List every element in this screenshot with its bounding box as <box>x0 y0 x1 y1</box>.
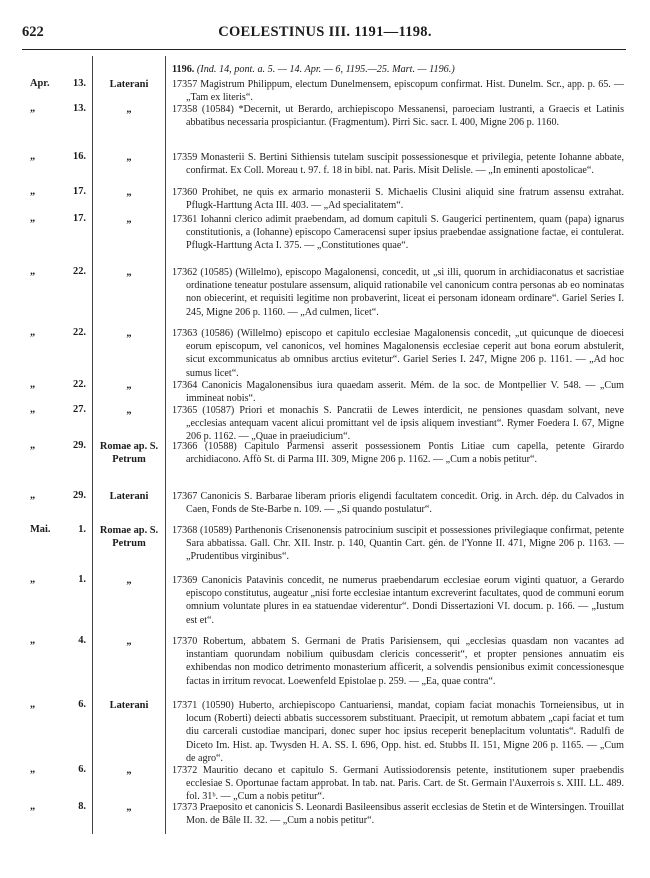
entry-month: „ <box>30 379 36 390</box>
entry-place: „ <box>126 380 132 391</box>
entry-day: 29. <box>73 490 86 501</box>
entry-month: „ <box>30 699 36 710</box>
entry-text: 17360 Prohibet, ne quis ex armario monasterii S. Michaelis Clusini aliquid sine fratrum assensu extrahat. Pflugk-Harttung Acta III. 403. — „Ad specialitatem“. <box>172 187 624 212</box>
entry-month: „ <box>30 764 36 775</box>
entry-place: Laterani <box>109 700 149 711</box>
header-rule <box>22 49 626 50</box>
entry-day: 29. <box>73 440 86 451</box>
entry-month: „ <box>30 490 36 501</box>
entry-place: „ <box>126 405 132 416</box>
entry-place: Laterani <box>109 79 149 90</box>
entry-text: 17367 Canonicis S. Barbarae liberam prioris eligendi facultatem concedit. Orig. in Arch. dép. du Calvados in Caen, Fonds de Ste-Barbe n. 109. — „Si quando postulatur“. <box>172 491 624 516</box>
entry-day: 17. <box>73 186 86 197</box>
entry-day: 27. <box>73 404 86 415</box>
column-rule-right <box>165 56 166 834</box>
entry-place: „ <box>126 636 132 647</box>
entry-day: 1. <box>78 574 86 585</box>
entry-day: 13. <box>73 78 86 89</box>
entry-month: „ <box>30 404 36 415</box>
entry-text: 17366 (10588) Capitulo Parmensi asserit possessionem Pontis Litiae cum capella, petente Girardo archidiacono. Affò St. di Parma III. 309, Migne 206 p. 1162. — „Cum a nobis petitur“. <box>172 441 624 466</box>
entry-text: 17370 Robertum, abbatem S. Germani de Pratis Parisiensem, qui „ecclesias quasdam non vacantes ad instantiam quorundam nobilium quibusdam clericis concesserit“, et propter pensiones annuatim eis exhibendas non modico detrimento monasterium afficerit, a solvendis pensionibus eximit concessionesque factas in irritum revocat. Loewenfeld Epistolae p. 259. — „Ea, quae contra“. <box>172 636 624 687</box>
entry-place: „ <box>126 187 132 198</box>
entry-day: 22. <box>73 266 86 277</box>
entry-text: 17357 Magistrum Philippum, electum Dunelmensem, episcopum confirmat. Hist. Dunelm. Scr., app. p. 65. — „Tam ex literis“. <box>172 79 624 104</box>
entry-place: „ <box>126 575 132 586</box>
year-annotation <box>172 64 622 75</box>
entry-month: Apr. <box>30 78 50 89</box>
entry-month: „ <box>30 266 36 277</box>
entry-day: 17. <box>73 213 86 224</box>
entry-place: „ <box>126 152 132 163</box>
entry-day: 4. <box>78 635 86 646</box>
entry-day: 22. <box>73 327 86 338</box>
entry-text: 17372 Mauritio decano et capitulo S. Germani Autissiodorensis petente, institutionem super praebendis ecclesiae S. Oportunae factam approbat. In tab. nat. Paris. Cart. de St. Germain l'Auxerrois s. XIII. LL. 489. fol. 31ᵇ. — „Cum a nobis petitur“. <box>172 765 624 803</box>
entry-day: 6. <box>78 764 86 775</box>
entry-month: „ <box>30 327 36 338</box>
entry-month: „ <box>30 440 36 451</box>
entry-month: „ <box>30 801 36 812</box>
entry-month: „ <box>30 635 36 646</box>
running-header <box>22 24 628 44</box>
entry-month: „ <box>30 103 36 114</box>
entry-day: 22. <box>73 379 86 390</box>
entry-text: 17371 (10590) Huberto, archiepiscopo Cantuariensi, mandat, copiam faciat monachis Torneiensibus, ut in locum (Roberti) deiecti abbatis successorem substituant. Praecipit, ut remotum abbatem „capi faciat et tum diu carcerali custodiae mancipari, donec super hoc ipsius receperit beneplacitum voluntatis“. Radulfi de Diceto Im. Hist. ap. Twysden H. A. SS. I. 696, Opp. hist. ed. Stubbs II. 151, Migne 206 p. 1165. — „Cum de agro“. <box>172 700 624 764</box>
entry-day: 8. <box>78 801 86 812</box>
column-rule-left <box>92 56 93 834</box>
entry-place: „ <box>126 267 132 278</box>
entry-text: 17369 Canonicis Patavinis concedit, ne numerus praebendarum ecclesiae eorum viginti quatuor, a Gerardo episcopo constitutus, augeatur „nisi forte ecclesiae intantum excreverint facultates, quod de communi eorum omnium voluntate plures in ea statuendae viderentur“. Dondi Dissertazioni VI. docum. p. 166. — „Iustum est et“. <box>172 575 624 626</box>
entry-place: „ <box>126 214 132 225</box>
entry-place: „ <box>126 104 132 115</box>
entry-place: „ <box>126 765 132 776</box>
year-label: 1196. <box>172 64 195 75</box>
entry-day: 13. <box>73 103 86 114</box>
entry-text: 17364 Canonicis Magalonensibus iura quaedam asserit. Mém. de la soc. de Montpellier V. 548. — „Cum immineat nobis“. <box>172 380 624 405</box>
entry-text: 17359 Monasterii S. Bertini Sithiensis tutelam suscipit possessionesque et privilegia, petente Iohanne abbate, confirmat. Ex Coll. Moreau t. 97. f. 18 in bibl. nat. Paris. Misit Delisle. — „In eminenti apostolicae“. <box>172 152 624 177</box>
entry-text: 17373 Praeposito et canonicis S. Leonardi Basileensibus asserit ecclesias de Stetin et de Wintersingen. Trouillat Mon. de Bâle II. 32. — „Cum a nobis petitur“. <box>172 802 624 827</box>
entry-text: 17368 (10589) Parthenonis Crisenonensis patrocinium suscipit et possessiones privilegiaque confirmat, petente Sara abbatissa. Gall. Chr. XII. Instr. p. 140, Quantin Cart. gén. de l'Yonne II. 471, Migne 206 p. 1163. — „Prudentibus virginibus“. <box>172 525 624 563</box>
entry-month: „ <box>30 186 36 197</box>
entry-place: Laterani <box>109 491 149 502</box>
entry-day: 16. <box>73 151 86 162</box>
running-title: COELESTINUS III. 1191—1198. <box>218 24 432 40</box>
entry-month: „ <box>30 213 36 224</box>
entry-place: Romae ap. S. Petrum <box>99 525 159 550</box>
entry-day: 1. <box>78 524 86 535</box>
entry-place: Romae ap. S. Petrum <box>99 441 159 466</box>
entry-month: „ <box>30 151 36 162</box>
entry-month: Mai. <box>30 524 51 535</box>
entry-day: 6. <box>78 699 86 710</box>
page-number: 622 <box>22 24 44 40</box>
year-note: (Ind. 14, pont. a. 5. — 14. Apr. — 6, 1195.—25. Mart. — 1196.) <box>196 64 455 75</box>
entry-text: 17361 Iohanni clerico adimit praebendam, ad domum capituli S. Gaugerici pertinentem, quam (papa) ignarus constitutionis, a (Iohanne) episcopo Cameracensi super ipsius praebendae assignatione factae, ei contulerat. Pflugk-Harttung Acta I. 375. — „Constitutiones quae“. <box>172 214 624 252</box>
entry-text: 17365 (10587) Priori et monachis S. Pancratii de Lewes interdicit, ne pensiones quasdam solvant, neve „ecclesias antequam vacent alicui promittant vel de ipsis aliquem investiant“. Rymer Foedera I. 67, Migne 206 p. 1162. — „Quae in praeiudicium“. <box>172 405 624 443</box>
entry-month: „ <box>30 574 36 585</box>
entry-place: „ <box>126 802 132 813</box>
entry-text: 17363 (10586) (Willelmo) episcopo et capitulo ecclesiae Magalonensis concedit, „ut quicunque de dioecesi eorum episcopum, vel canonicos, vel homines Magalonensis ecclesiae ceperit aut bona eorum abstulerit, sicut excommunicatus ab omnibus arctius evitetur“. Gariel Series I. 247, Migne 206 p. 1161. — „Ad hoc sumus licet“. <box>172 328 624 379</box>
entry-text: 17362 (10585) (Willelmo), episcopo Magalonensi, concedit, ut „si illi, quorum in archidiaconatus et sacristiae ordinatione teneatur postulare assensum, aliquid rationabile vel canonicum contra personas ab eo nominatas non obiecerint, et requisiti legitime non probaverint, liceat ei personam idoneam ordinare“. Gariel Series I. 245, Migne 206 p. 1160. — „Ad culmen, licet“. <box>172 267 624 318</box>
entry-place: „ <box>126 328 132 339</box>
entry-text: 17358 (10584) *Decernit, ut Berardo, archiepiscopo Messanensi, paroeciam lustranti, a Graecis et Latinis abbatibus necessaria prospiciantur. (Fragmentum). Pirri Sic. sacr. I. 400, Migne 206 p. 1160. <box>172 104 624 129</box>
